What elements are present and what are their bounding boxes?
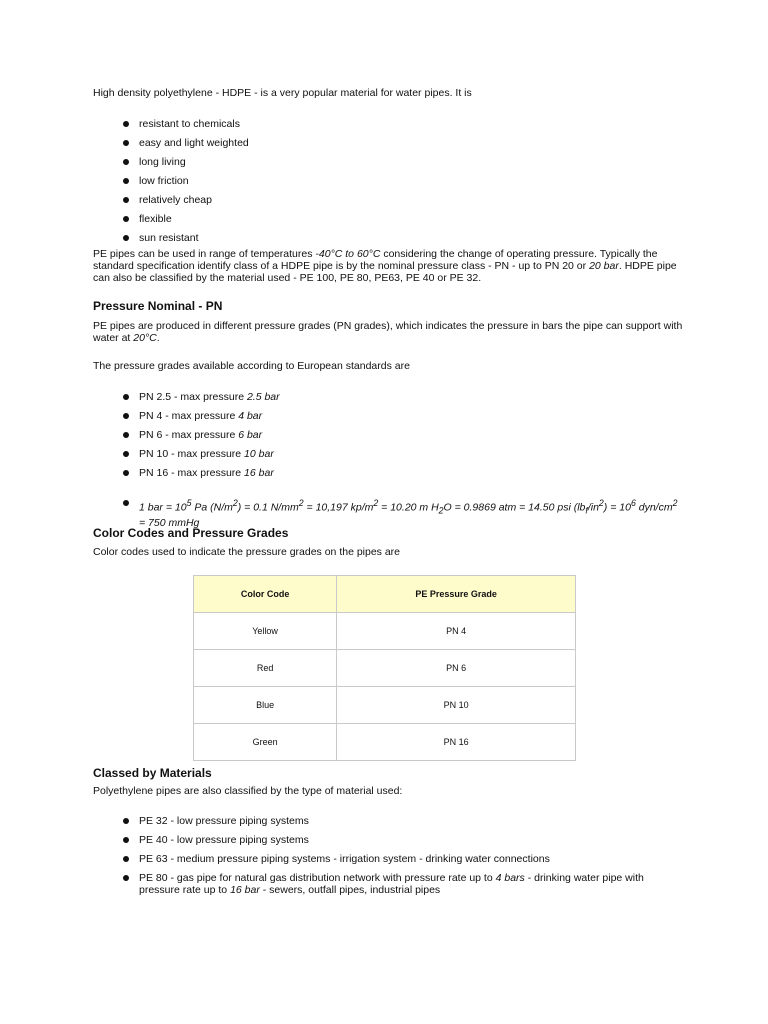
color-code-table (193, 575, 576, 761)
table-cell: PN 6 (337, 650, 576, 687)
materials-intro: Polyethylene pipes are also classified by the type of material used: (93, 785, 403, 797)
list-item: easy and light weighted (120, 137, 680, 156)
list-item: low friction (120, 175, 680, 194)
color-intro: Color codes used to indicate the pressure grades on the pipes are (93, 546, 401, 558)
list-item: flexible (120, 213, 680, 232)
unit-conversion: 1 bar = $10^5$ Pa $(N/m^2) = 0.1$ $N/mm^2 = 10,197$ $kp/m^2 = 10.20$ m $H_2O = 0.9869$ atm = 14.50 psi $(lb_f/in^2) = 10^6$ dyn/$cm^2 = 750$ mmHg (120, 497, 680, 529)
grades-intro: The pressure grades available according to European standards are (93, 360, 410, 372)
temperature-paragraph: PE pipes can be used in range of temperatures -40°C to 60°C considering the change of operating pressure. Typically the standard specification identify class of a HDPE pipe is by the nominal pressure class - PN - up to PN 20 or 20 bar. HDPE pipe can also be classified by the material used - PE 100, PE 80, PE63, PE 40 or PE 32. (93, 248, 677, 284)
list-item: PE 63 - medium pressure piping systems - irrigation system - drinking water connections (120, 853, 680, 872)
list-item: PN 2.5 - max pressure 2.5 bar (120, 391, 680, 410)
intro-paragraph: High density polyethylene - HDPE - is a very popular material for water pipes. It is (93, 87, 472, 99)
table-row (194, 650, 576, 687)
table-header-row (194, 576, 576, 613)
list-item: PE 80 - gas pipe for natural gas distribution network with pressure rate up to 4 bars - drinking water pipe with pressure rate up to 16 bar - sewers, outfall pipes, industrial pipes (120, 872, 680, 896)
table-cell: PN 4 (337, 613, 576, 650)
properties-list (120, 118, 680, 251)
list-item: relatively cheap (120, 194, 680, 213)
color-heading: Color Codes and Pressure Grades (93, 526, 289, 540)
conversion-list (120, 497, 680, 529)
materials-list (120, 815, 680, 896)
list-item: PN 4 - max pressure 4 bar (120, 410, 680, 429)
list-item: sun resistant (120, 232, 680, 251)
table-header: Color Code (194, 576, 337, 613)
table-row (194, 613, 576, 650)
pressure-grades-list (120, 391, 680, 486)
pn-paragraph: PE pipes are produced in different pressure grades (PN grades), which indicates the pressure in bars the pipe can support with water at 20°C. (93, 320, 683, 344)
list-item: PN 6 - max pressure 6 bar (120, 429, 680, 448)
list-item: PN 16 - max pressure 16 bar (120, 467, 680, 486)
table-header: PE Pressure Grade (337, 576, 576, 613)
table-cell: Yellow (194, 613, 337, 650)
table-row (194, 687, 576, 724)
table-cell: Green (194, 724, 337, 761)
table-row (194, 724, 576, 761)
list-item: PE 32 - low pressure piping systems (120, 815, 680, 834)
table-cell: Blue (194, 687, 337, 724)
materials-heading: Classed by Materials (93, 766, 212, 780)
pn-heading: Pressure Nominal - PN (93, 299, 223, 313)
table-cell: PN 16 (337, 724, 576, 761)
table-cell: PN 10 (337, 687, 576, 724)
list-item: resistant to chemicals (120, 118, 680, 137)
table-cell: Red (194, 650, 337, 687)
list-item: PN 10 - max pressure 10 bar (120, 448, 680, 467)
list-item: long living (120, 156, 680, 175)
list-item: PE 40 - low pressure piping systems (120, 834, 680, 853)
